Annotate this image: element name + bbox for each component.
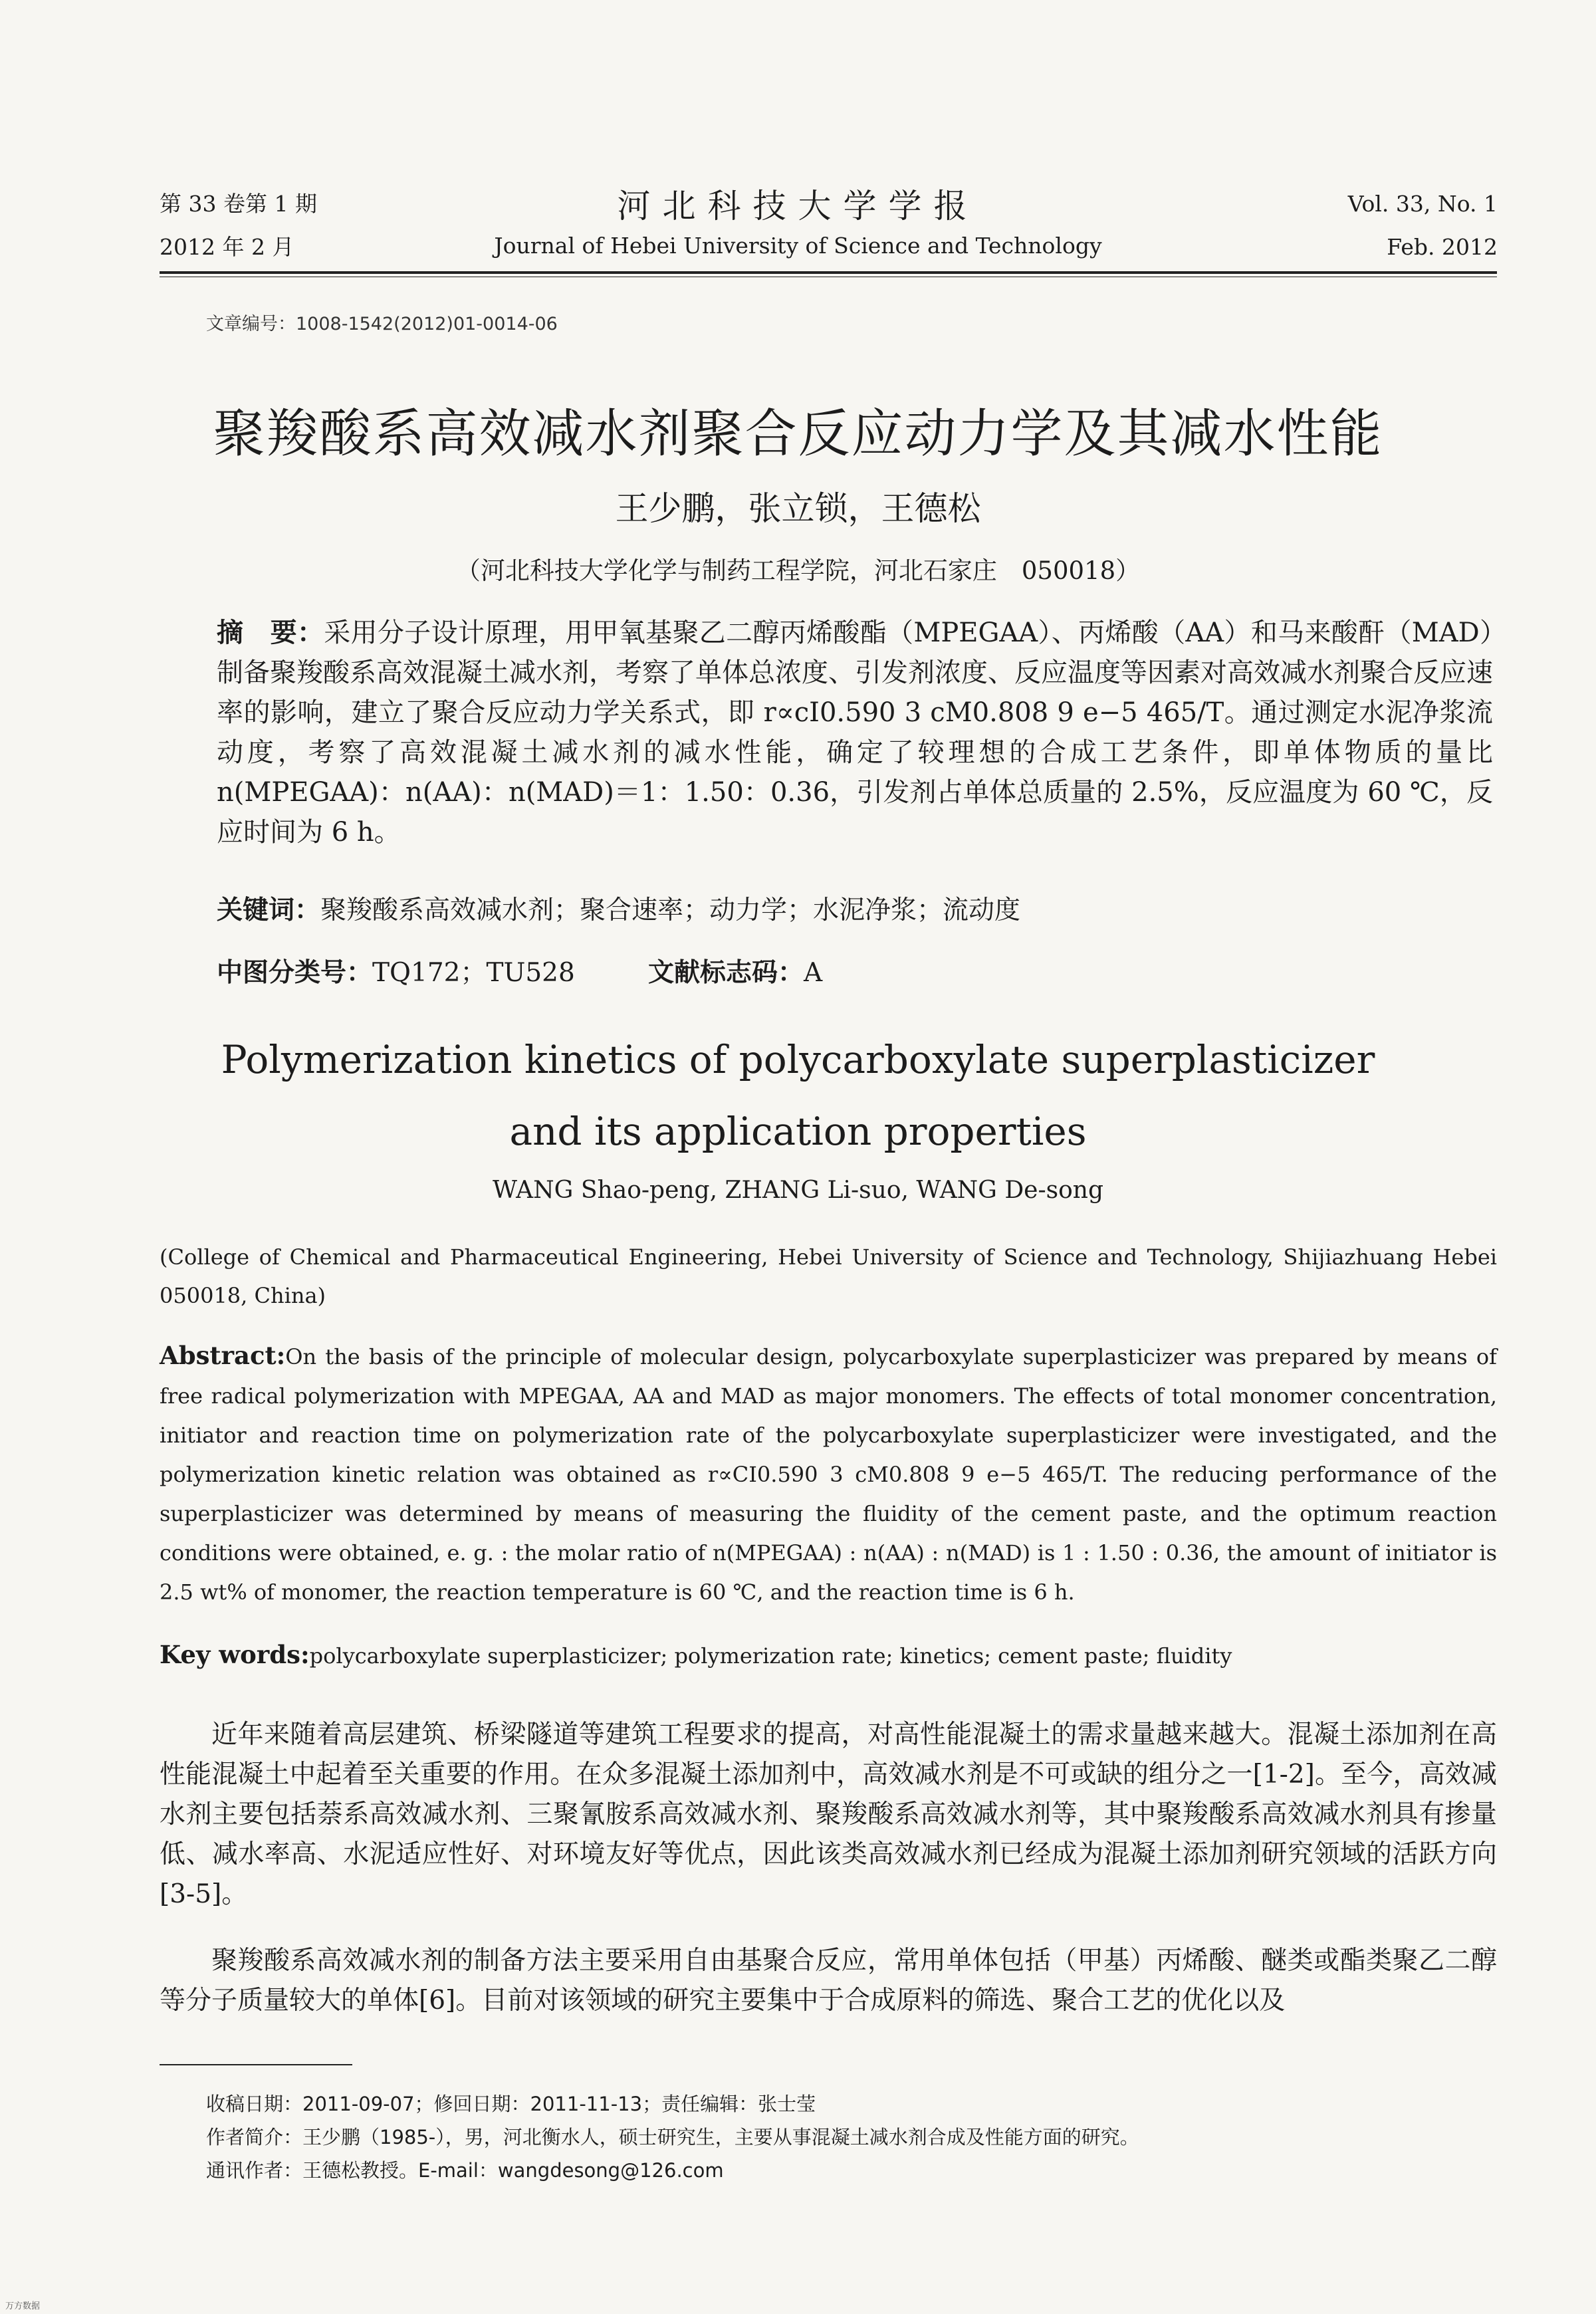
abstract-en-text: On the basis of the principle of molecular design, polycarboxylate superplasticizer was prepared by means of free radical polymerization with MPEGAA, AA and MAD as major monomers. The effects of total monomer concentration, initiator and reaction time on polymerization rate of the polycarboxylate superplasticizer were investigated, and the polymerization kinetic relation was obtained as r∝CI0.590 3 cM0.808 9 e−5 465/T. The reducing performance of the superplasticizer was determined by means of measuring the fluidity of the cement paste, and the optimum reaction conditions were obtained, e. g. : the molar ratio of n(MPEGAA) : n(AA) : n(MAD) is 1 : 1.50 : 0.36, the amount of initiator is 2.5 wt% of monomer, the reaction temperature is 60 ℃, and the reaction time is 6 h. [160,1344,1497,1605]
date-en: Feb. 2012 [1387,234,1498,260]
keywords-cn-label: 关键词： [217,895,321,925]
footnote-contact: 通讯作者：王德松教授。E-mail：wangdesong@126.com [206,2159,724,2182]
keywords-en-label: Key words: [160,1640,310,1669]
document-code-value: A [804,958,823,988]
watermark: 万方数据 [5,2301,41,2311]
classification-number [217,952,575,989]
volume-cn: 第 33 卷第 1 期 [160,191,317,217]
abstract-cn-text: 采用分子设计原理，用甲氧基聚乙二醇丙烯酸酯（MPEGAA）、丙烯酸（AA）和马来酸酐（MAD）制备聚羧酸系高效混凝土减水剂，考察了单体总浓度、引发剂浓度、反应温度等因素对高效减水剂聚合反应速率的影响，建立了聚合反应动力学关系式，即 r∝cI0.590 3 cM0.808 9 e−5 465/T。通过测定水泥净浆流动度，考察了高效混凝土减水剂的减水性能，确定了较理想的合成工艺条件，即单体物质的量比 n(MPEGAA)：n(AA)：n(MAD)＝1：1.50：0.36，引发剂占单体总质量的 2.5%，反应温度为 60 ℃，反应时间为 6 h。 [217,618,1494,848]
footnote-rule [160,2064,352,2065]
keywords-cn-text: 聚羧酸系高效减水剂；聚合速率；动力学；水泥净浆；流动度 [320,895,1021,925]
abstract-cn [217,613,1493,852]
affiliation-en: (College of Chemical and Pharmaceutical Engineering, Hebei University of Science and Technology, Shijiazhuang Hebei 050018, China) [160,1244,1497,1308]
date-cn: 2012 年 2 月 [160,234,294,260]
keywords-en-text: polycarboxylate superplasticizer; polymerization rate; kinetics; cement paste; fluidity [309,1643,1232,1669]
keywords-cn [217,889,1020,927]
journal-title-cn: 河北科技大学学报 [617,187,979,225]
volume-en: Vol. 33, No. 1 [1347,191,1498,217]
authors-cn: 王少鹏，张立锁，王德松 [615,489,981,528]
authors-en: WANG Shao-peng, ZHANG Li-suo, WANG De-song [492,1177,1104,1204]
paper-title-en-line2: and its application properties [509,1109,1087,1154]
body-paragraph-1: 近年来随着高层建筑、桥梁隧道等建筑工程要求的提高，对高性能混凝土的需求量越来越大。混凝土添加剂在高性能混凝土中起着至关重要的作用。在众多混凝土添加剂中，高效减水剂是不可或缺的组分之一[1-2]。至今，高效减水剂主要包括萘系高效减水剂、三聚氰胺系高效减水剂、聚羧酸系高效减水剂等，其中聚羧酸系高效减水剂具有掺量低、减水率高、水泥适应性好、对环境友好等优点，因此该类高效减水剂已经成为混凝土添加剂研究领域的活跃方向[3-5]。 [160,1720,1497,1909]
header-rule [160,271,1497,274]
article-number: 文章编号：1008-1542(2012)01-0014-06 [206,314,558,334]
classification-label: 中图分类号： [217,958,373,988]
document-code [648,952,822,989]
journal-title-en: Journal of Hebei University of Science and Technology [494,233,1102,259]
keywords-en [160,1635,1497,1676]
paper-title-en-line1: Polymerization kinetics of polycarboxylate superplasticizer [221,1037,1375,1082]
abstract-cn-label: 摘 要： [217,618,324,648]
abstract-en [160,1336,1497,1612]
body-paragraph-2: 聚羧酸系高效减水剂的制备方法主要采用自由基聚合反应，常用单体包括（甲基）丙烯酸、醚类或酯类聚乙二醇等分子质量较大的单体[6]。目前对该领域的研究主要集中于合成原料的筛选、聚合工艺的优化以及 [160,1946,1497,2016]
paper-title-cn: 聚羧酸系高效减水剂聚合反应动力学及其减水性能 [213,404,1383,464]
abstract-en-label: Abstract: [160,1341,286,1370]
document-code-label: 文献标志码： [648,958,804,988]
footnote-author-bio: 作者简介：王少鹏（1985-），男，河北衡水人，硕士研究生，主要从事混凝土减水剂合成及性能方面的研究。 [206,2126,1139,2148]
classification-value: TQ172；TU528 [372,958,575,988]
footnote-received: 收稿日期：2011-09-07；修回日期：2011-11-13；责任编辑：张士莹 [206,2093,816,2115]
affiliation-cn: （河北科技大学化学与制药工程学院，河北石家庄 050018） [455,556,1141,585]
